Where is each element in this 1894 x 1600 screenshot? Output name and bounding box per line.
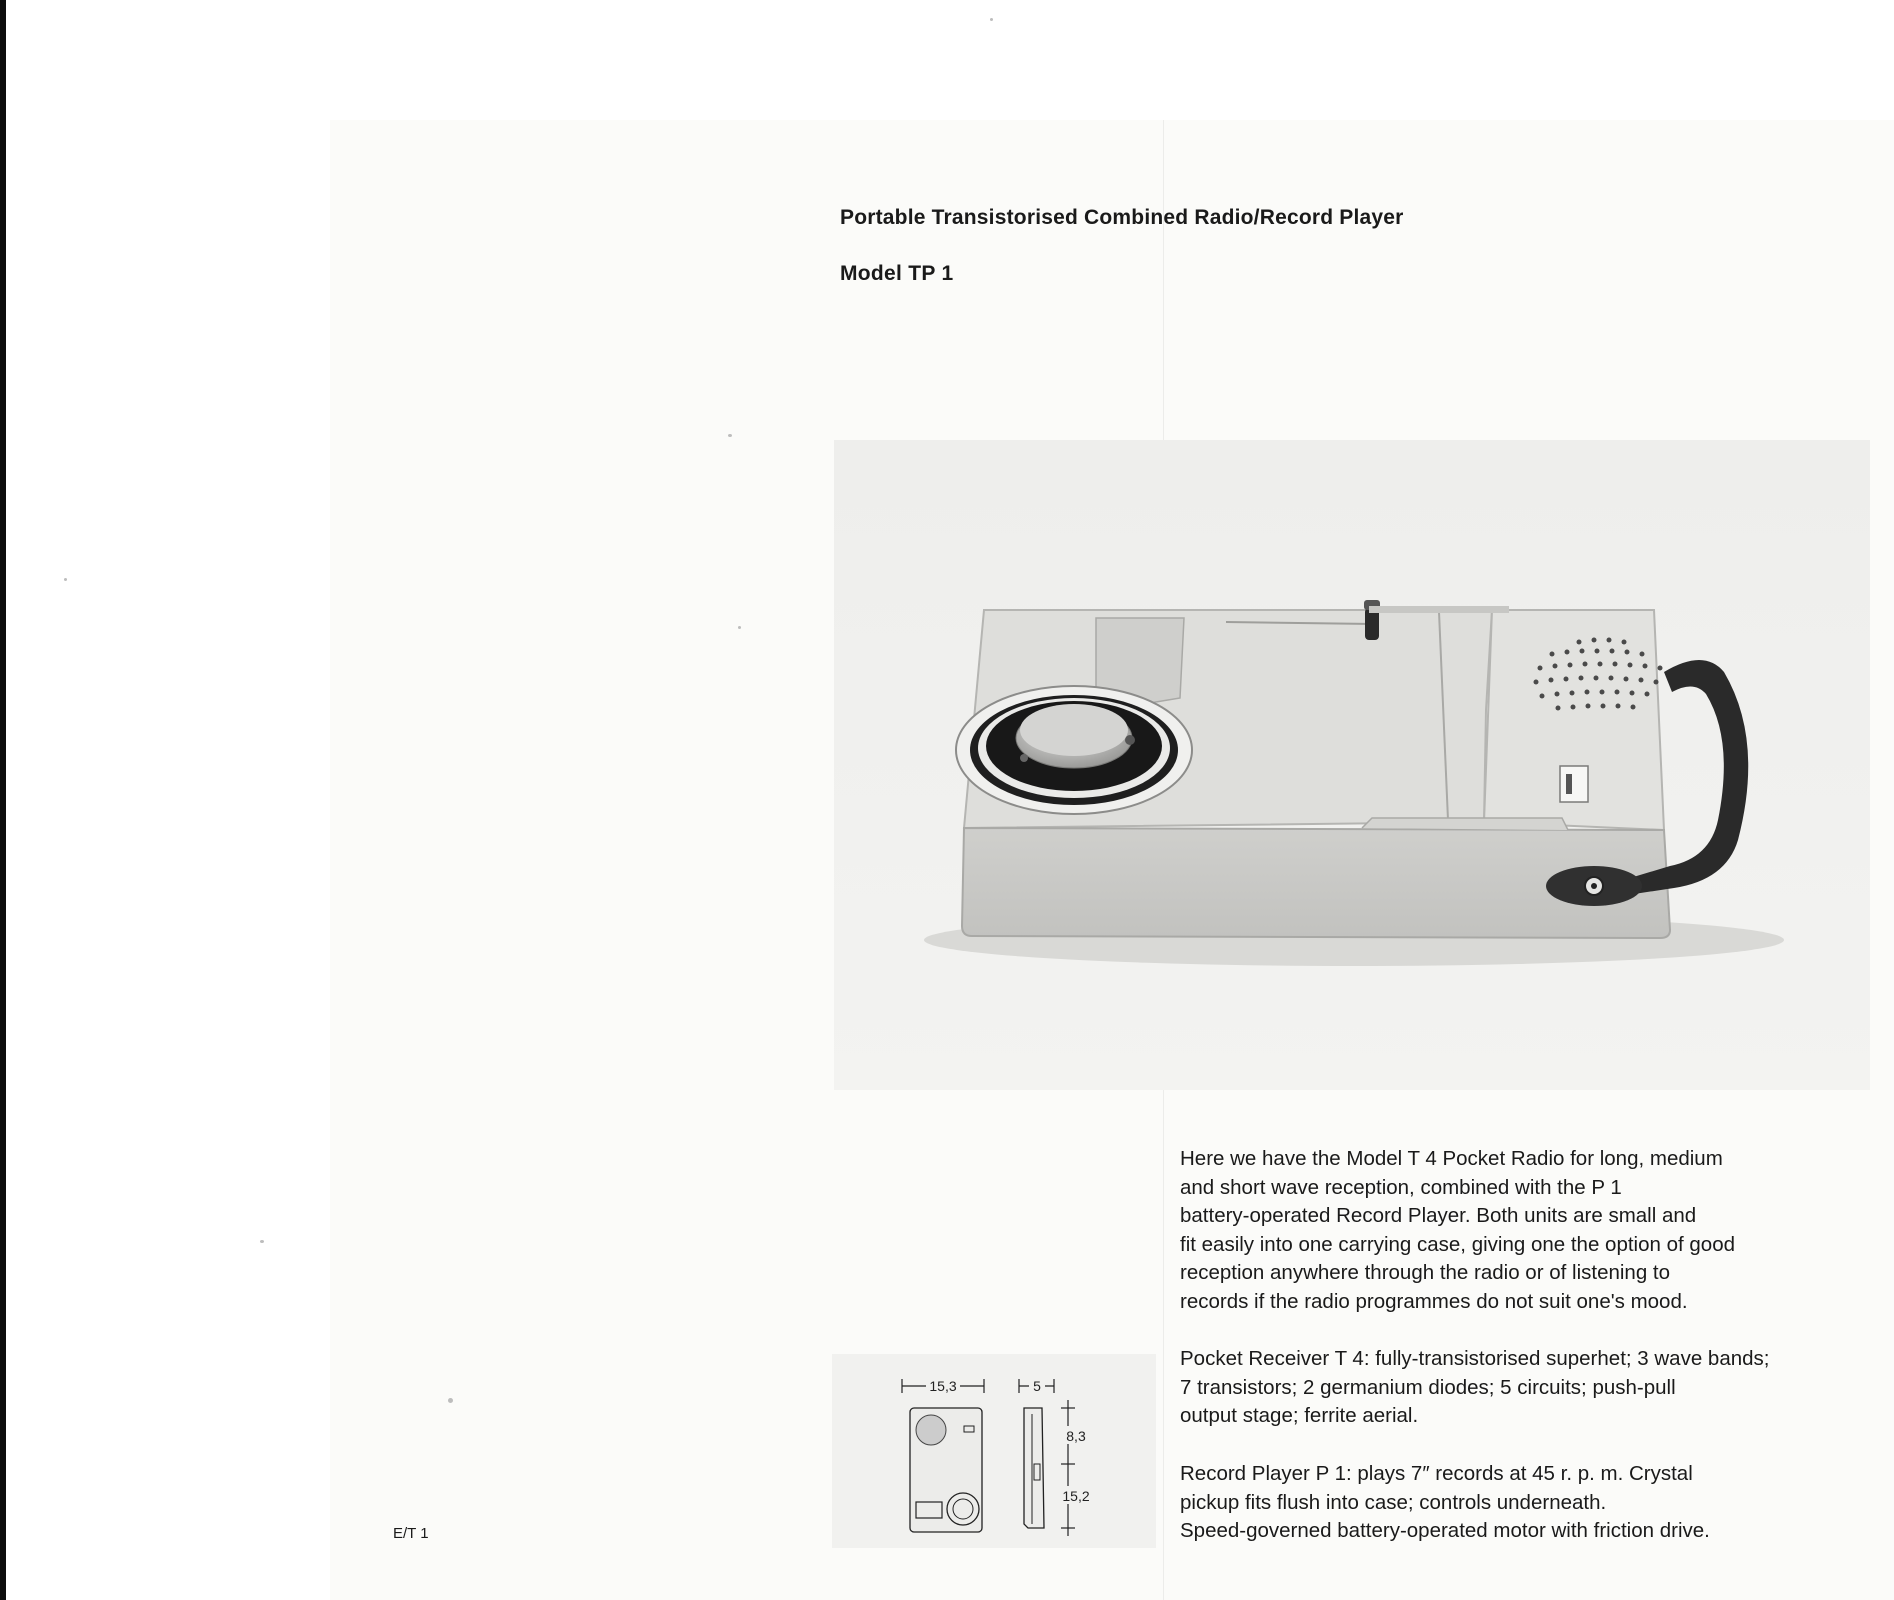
model-heading: Model TP 1 [840,262,954,285]
record-player-spec-paragraph: Record Player P 1: plays 7″ records at 45 r. p. m. Crystal pickup fits flush into case; controls underneath. Speed-governed battery-operated motor with friction drive. [1180,1462,1710,1543]
description-paragraph: Here we have the Model T 4 Pocket Radio for long, medium and short wave reception, combined with the P 1 battery-operated Record Player. Both units are small and fit easily into one carrying case, giving one the option of good reception anywhere through the radio or of listening to records if the radio programmes do not suit one's mood. [1180,1147,1735,1313]
scan-left-edge [0,0,6,1600]
page-code: E/T 1 [393,1525,429,1542]
upper-height-dimension-label: 8,3 [1066,1428,1086,1444]
document-title: Portable Transistorised Combined Radio/Record Player [840,206,1404,229]
dimension-diagram [832,1354,1156,1548]
receiver-spec-paragraph: Pocket Receiver T 4: fully-transistorised superhet; 3 wave bands; 7 transistors; 2 germanium diodes; 5 circuits; push-pull output stage; ferrite aerial. [1180,1347,1770,1428]
lower-height-dimension-label: 15,2 [1062,1488,1090,1504]
product-photo [834,440,1870,1090]
depth-dimension-label: 5 [1033,1378,1041,1394]
width-dimension-label: 15,3 [929,1378,957,1394]
